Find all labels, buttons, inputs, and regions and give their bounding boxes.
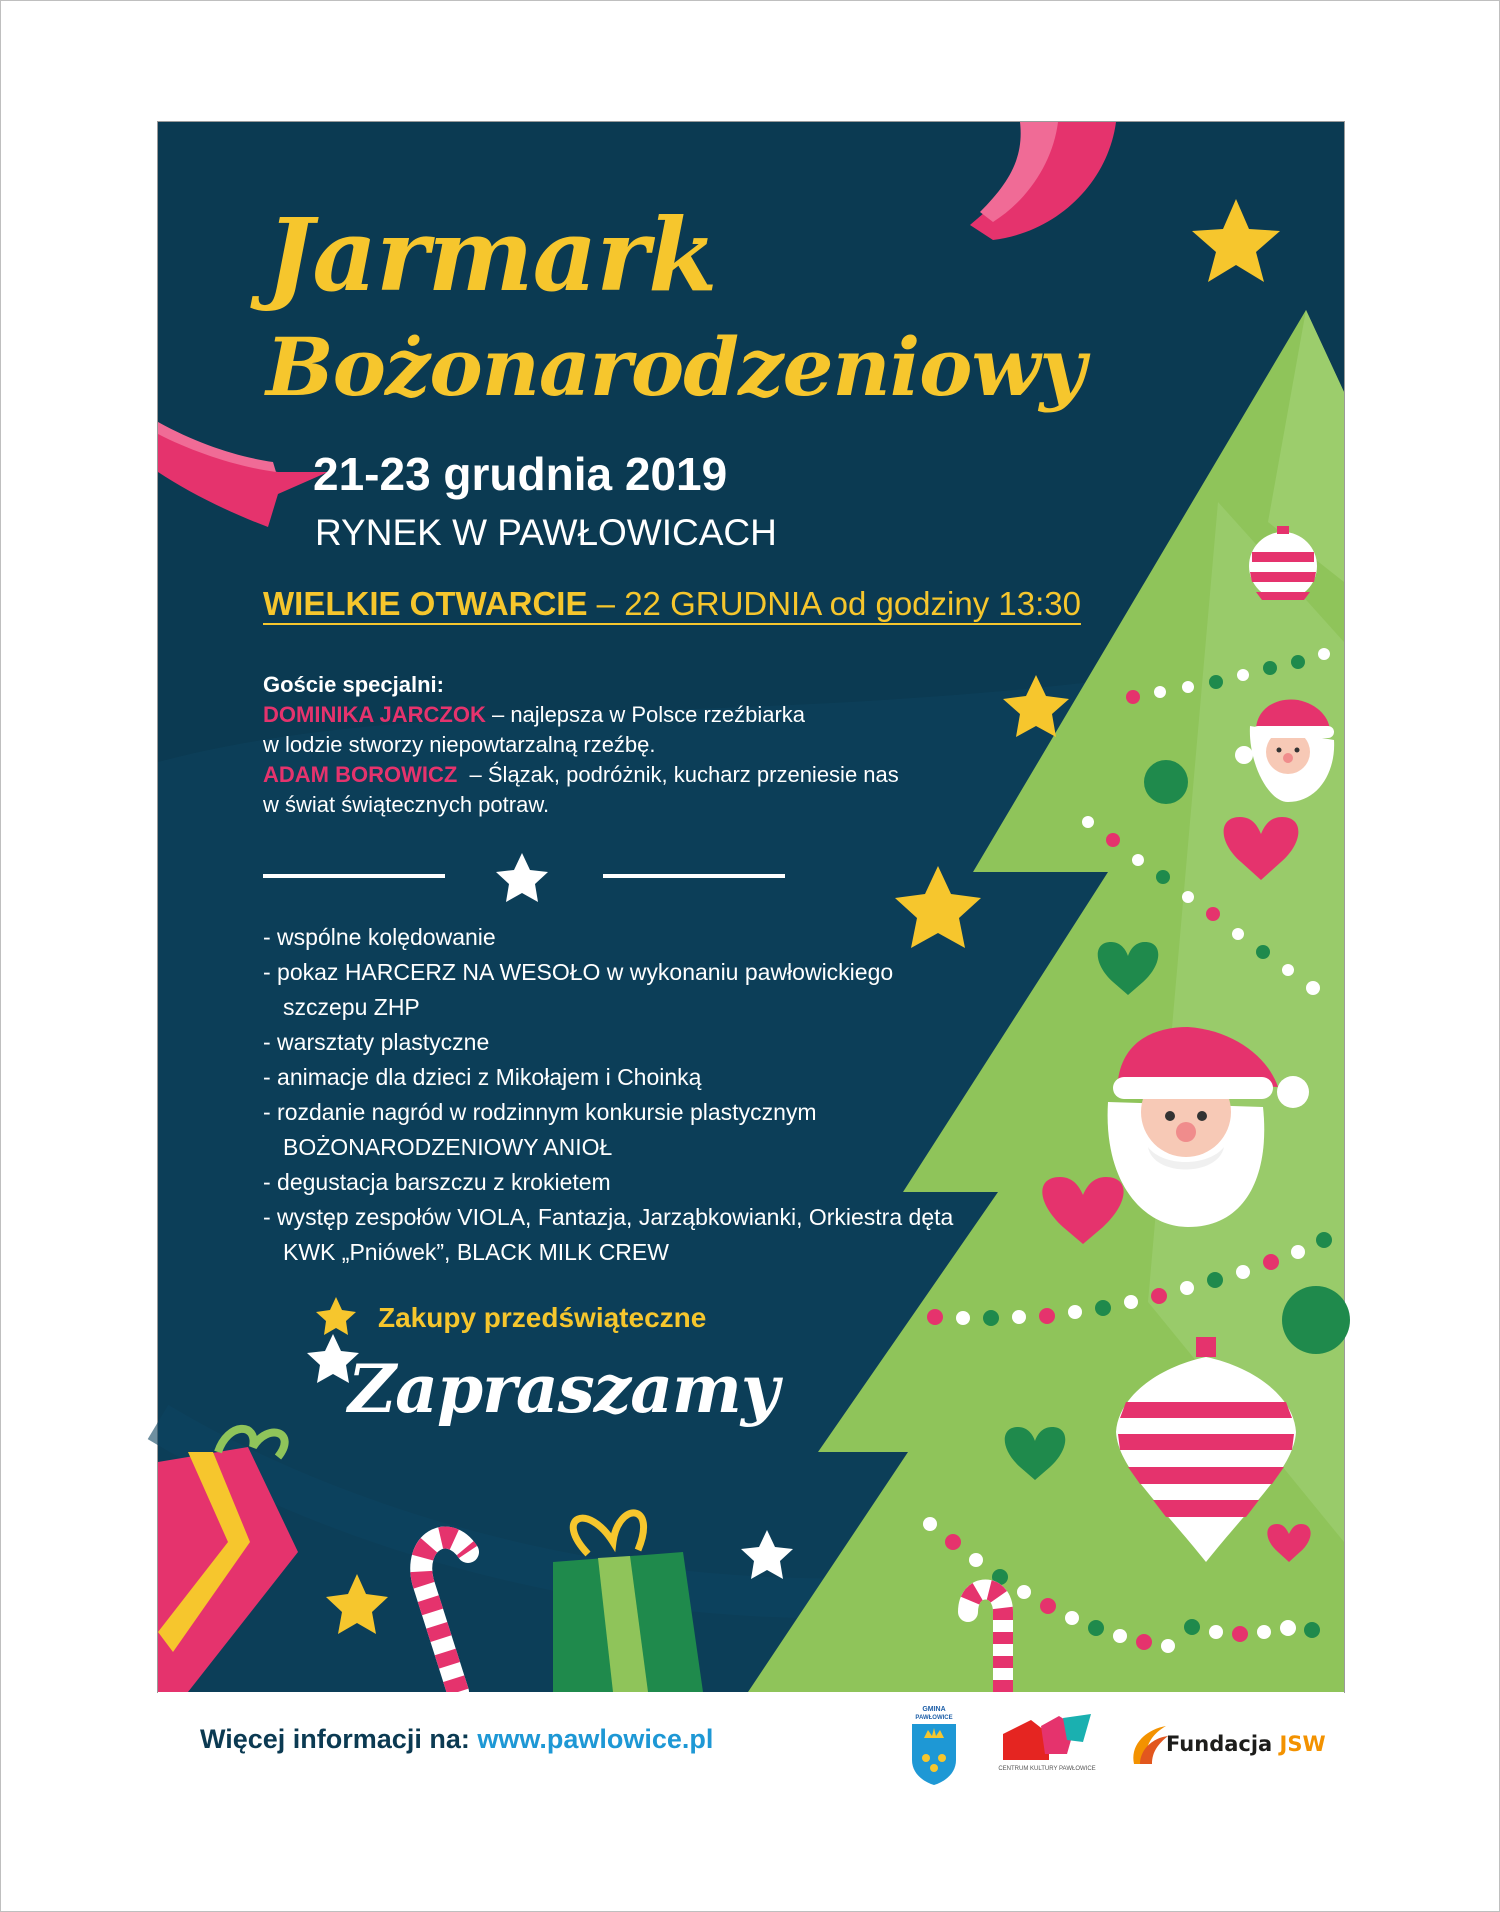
centrum-kultury-logo: [998, 1710, 1097, 1780]
guest-2-desc-line2: w świat świątecznych potraw.: [263, 792, 550, 817]
divider-line: [263, 874, 445, 878]
star-icon: [1192, 199, 1280, 282]
guest-2-name: ADAM BOROWICZ: [263, 762, 458, 787]
guest-2-desc: – Ślązak, podróżnik, kucharz przeniesie nas: [457, 762, 899, 787]
guest-2: [263, 760, 1023, 790]
logo-text-pawlowice: PAWŁOWICE: [915, 1715, 953, 1721]
more-info: [200, 1724, 713, 1755]
guest-1: [263, 700, 1023, 730]
fundacja-jsw-logo: [1126, 1720, 1326, 1770]
poster-background: [158, 122, 1344, 1692]
invitation-text: Zapraszamy: [348, 1350, 779, 1428]
fundacja-swirl-icon: [1126, 1720, 1170, 1768]
activity-item: - wspólne kolędowanie: [263, 924, 496, 950]
grand-opening-details: – 22 GRUDNIA od godziny 13:30: [587, 585, 1081, 622]
grand-opening: [263, 585, 1081, 623]
activity-item: - pokaz HARCERZ NA WESOŁO w wykonaniu pawłowickiego szczepu ZHP: [263, 959, 894, 1020]
fundacja-text: [1166, 1732, 1326, 1756]
guest-1-name: DOMINIKA JARCZOK: [263, 702, 486, 727]
shopping-note: Zakupy przedświąteczne: [378, 1302, 707, 1333]
guests-heading: Goście specjalni:: [263, 672, 444, 697]
guest-1-desc-line2: w lodzie stworzy niepowtarzalną rzeźbę.: [263, 732, 656, 757]
ribbon-icon: [970, 122, 1116, 240]
gmina-pawlowice-logo: [906, 1702, 962, 1786]
activity-item: - rozdanie nagród w rodzinnym konkursie plastycznym BOŻONARODZENIOWY ANIOŁ: [263, 1099, 817, 1160]
logo2-caption: CENTRUM KULTURY PAWŁOWICE: [998, 1766, 1096, 1772]
grand-opening-label: WIELKIE OTWARCIE: [263, 585, 588, 622]
event-date: 21-23 grudnia 2019: [313, 448, 728, 500]
guest-1-desc: – najlepsza w Polsce rzeźbiarka: [485, 702, 806, 727]
fundacja-label: Fundacja: [1166, 1732, 1280, 1756]
website-link[interactable]: www.pawlowice.pl: [477, 1724, 714, 1754]
bauble-icon: [1282, 1286, 1350, 1354]
jsw-label: JSW: [1279, 1732, 1326, 1756]
activity-item: - występ zespołów VIOLA, Fantazja, Jarząbkowianki, Orkiestra dęta KWK „Pniówek”, BLACK MILK CREW: [263, 1204, 954, 1265]
divider-line: [603, 874, 785, 878]
event-poster: [157, 121, 1345, 1772]
logo-text-gmina: GMINA: [922, 1706, 946, 1713]
activity-item: - warsztaty plastyczne: [263, 1029, 490, 1055]
event-location: RYNEK W PAWŁOWICACH: [315, 512, 777, 553]
activity-item: - animacje dla dzieci z Mikołajem i Choinką: [263, 1064, 702, 1090]
activities-list: [263, 920, 963, 1270]
title-line-1: Jarmark: [266, 196, 717, 314]
bauble-icon: [1144, 760, 1188, 804]
title-line-2: Bożonarodzeniowy: [266, 320, 1085, 414]
special-guests: [263, 670, 1023, 820]
house-shape-teal: [1063, 1714, 1091, 1742]
more-info-label: Więcej informacji na:: [200, 1724, 478, 1754]
activity-item: - degustacja barszczu z krokietem: [263, 1169, 611, 1195]
poster-footer: [158, 1692, 1344, 1792]
ribbon-icon: [158, 422, 328, 527]
